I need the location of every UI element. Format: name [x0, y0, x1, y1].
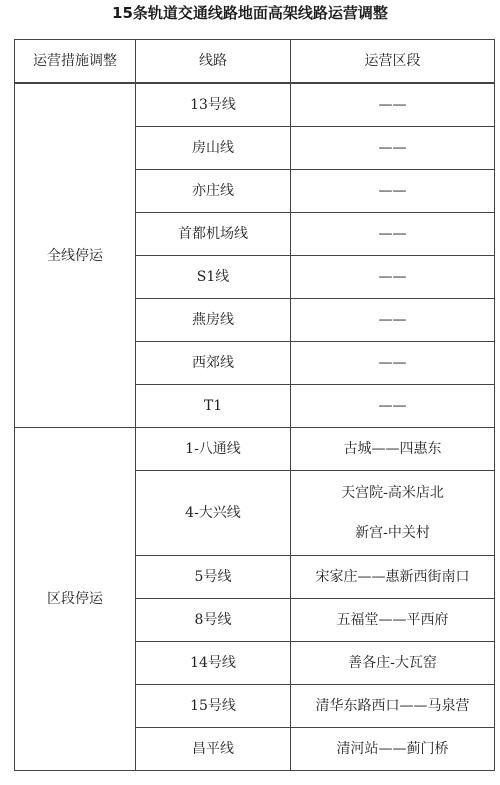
segment-cell: [291, 642, 495, 685]
segment-text: 新宫-中关村: [355, 525, 430, 541]
line-cell: 昌平线: [136, 728, 291, 771]
line-cell: 房山线: [136, 127, 291, 170]
line-cell: 亦庄线: [136, 170, 291, 213]
segment-cell: [291, 728, 495, 771]
line-cell: 13号线: [136, 83, 291, 127]
segment-cell: [291, 256, 495, 299]
segment-text: 天宫院-高米店北: [341, 485, 444, 501]
segment-cell: [291, 471, 495, 556]
segment-text: ——: [378, 312, 407, 328]
line-cell: 4-大兴线: [136, 471, 291, 556]
header-segment: 运营区段: [291, 40, 495, 84]
table-body: [15, 83, 495, 771]
operations-table: [14, 39, 495, 771]
segment-cell: [291, 213, 495, 256]
header-row: [15, 40, 495, 84]
segment-cell: [291, 599, 495, 642]
table-row: [15, 83, 495, 127]
measure-cell: 全线停运: [15, 83, 136, 428]
segment-cell: [291, 83, 495, 127]
line-cell: S1线: [136, 256, 291, 299]
segment-text: 清河站——蓟门桥: [336, 741, 449, 757]
segment-cell: [291, 385, 495, 428]
segment-cell: [291, 299, 495, 342]
segment-text: 古城——四惠东: [343, 441, 442, 457]
line-cell: 5号线: [136, 556, 291, 599]
segment-text: 宋家庄——惠新西街南口: [315, 569, 470, 585]
segment-text: ——: [378, 398, 407, 414]
line-cell: 西郊线: [136, 342, 291, 385]
line-cell: 8号线: [136, 599, 291, 642]
line-cell: 15号线: [136, 685, 291, 728]
segment-text: 五福堂——平西府: [336, 612, 449, 628]
line-cell: 燕房线: [136, 299, 291, 342]
segment-cell: [291, 170, 495, 213]
segment-text: ——: [378, 183, 407, 199]
measure-cell: 区段停运: [15, 428, 136, 771]
line-cell: 1-八通线: [136, 428, 291, 471]
segment-text: ——: [378, 97, 407, 113]
document-title: 15条轨道交通线路地面高架线路运营调整: [112, 4, 388, 22]
segment-text: ——: [378, 140, 407, 156]
segment-text: 清华东路西口——马泉营: [315, 698, 470, 714]
segment-text: ——: [378, 226, 407, 242]
header-line: 线路: [136, 40, 291, 84]
line-cell: T1: [136, 385, 291, 428]
segment-cell: [291, 342, 495, 385]
segment-cell: [291, 556, 495, 599]
table-row: [15, 428, 495, 471]
line-cell: 14号线: [136, 642, 291, 685]
segment-text: 善各庄-大瓦窑: [348, 655, 437, 671]
line-cell: 首都机场线: [136, 213, 291, 256]
segment-text: ——: [378, 269, 407, 285]
segment-cell: [291, 685, 495, 728]
segment-cell: [291, 127, 495, 170]
segment-cell: [291, 428, 495, 471]
header-measure: 运营措施调整: [15, 40, 136, 84]
segment-text: ——: [378, 355, 407, 371]
